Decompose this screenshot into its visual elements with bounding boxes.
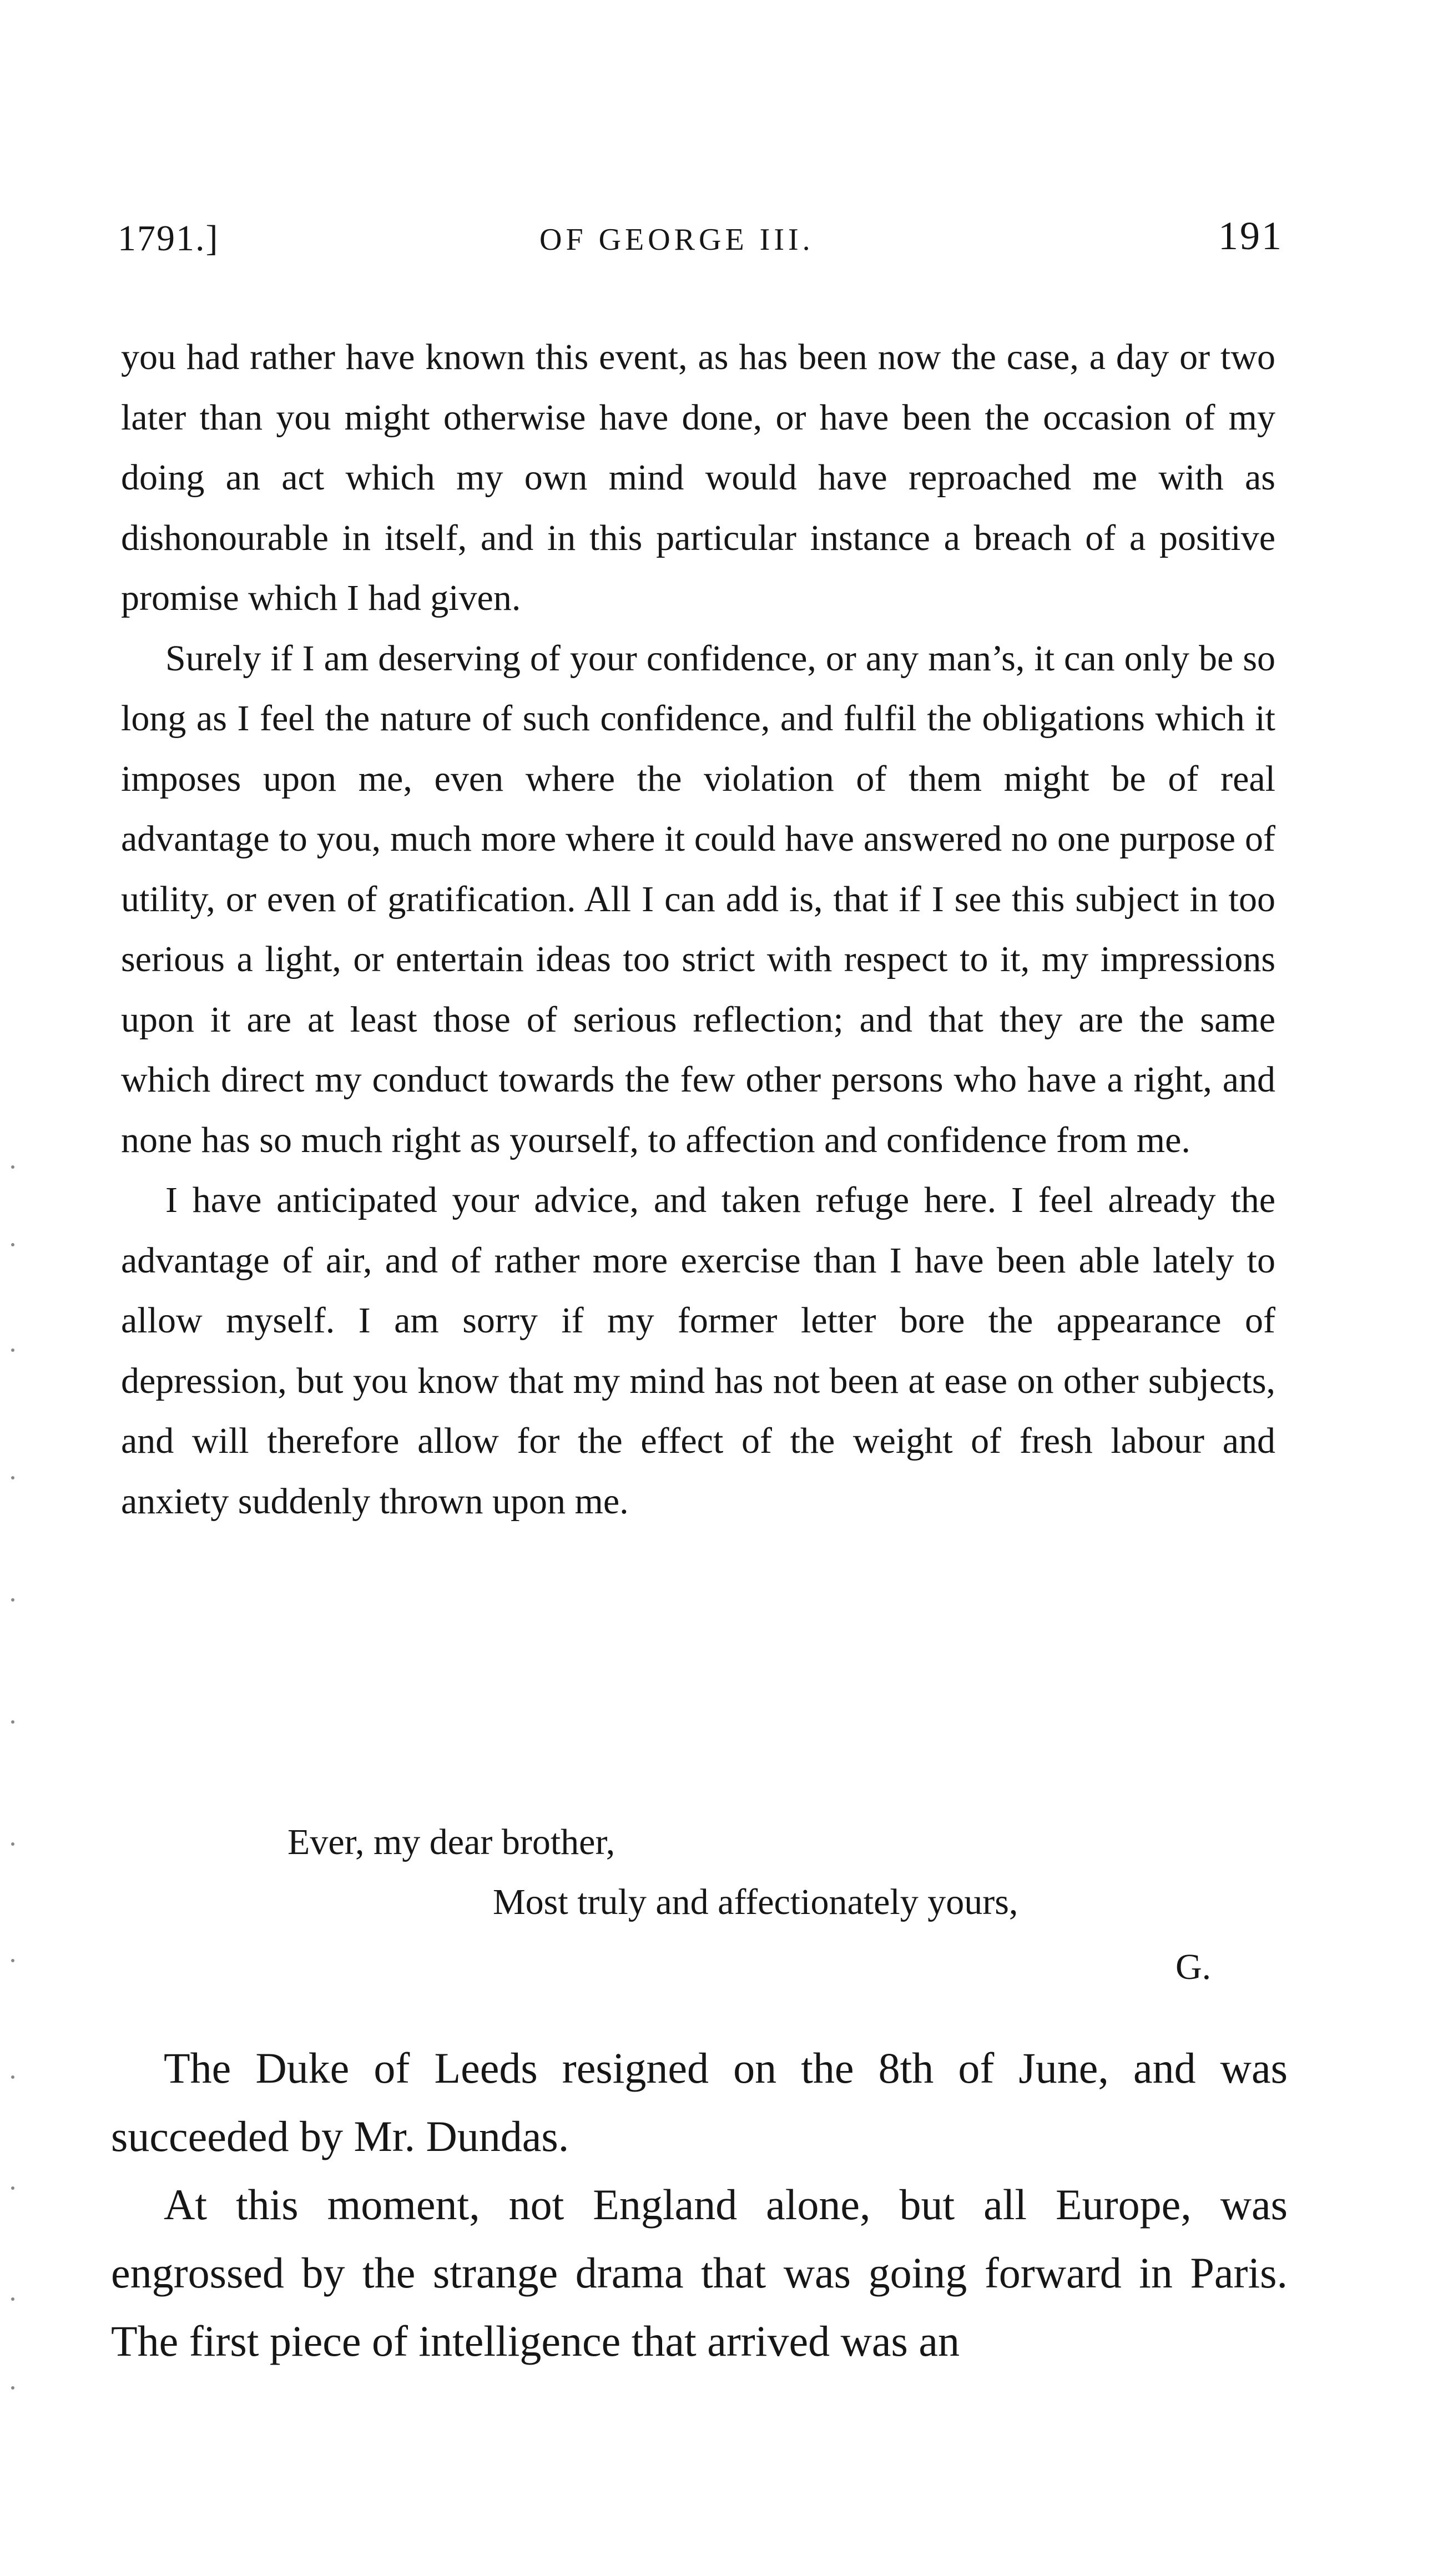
scan-speck xyxy=(11,1165,14,1169)
scan-speck xyxy=(11,1243,14,1246)
letter-paragraph: I have anticipated your advice, and taken refuge here. I feel already the advantage of air, and of rather more exercise than I have been able lately to allow myself. I am sorry if my former letter bore the appearance of depression, but you know that my mind has not been at ease on other subjects, and will therefore allow for the effect of the weight of fresh labour and anxiety suddenly thrown upon me. xyxy=(121,1180,1275,1522)
scan-speck xyxy=(11,2386,14,2390)
page-number: 191 xyxy=(1218,214,1283,258)
narrative-paragraph: The Duke of Leeds resigned on the 8th of June, and was succeeded by Mr. Dundas. xyxy=(111,2044,1288,2160)
scan-speck xyxy=(11,1598,14,1602)
closing-valediction: Most truly and affectionately yours, xyxy=(493,1882,1018,1922)
scan-speck xyxy=(11,2075,14,2079)
scan-speck xyxy=(11,1348,14,1352)
scan-speck xyxy=(11,1842,14,1846)
scan-speck xyxy=(11,2297,14,2301)
narrative-body xyxy=(111,2034,1288,2375)
header-year: 1791.] xyxy=(118,218,219,259)
scan-speck xyxy=(11,1720,14,1724)
scan-margin-marks xyxy=(8,1165,30,2442)
letter-paragraph: you had rather have known this event, as has been now the case, a day or two later than you might otherwise have done, or have been the occasion of my doing an act which my own mind would have reproached me with as dishonourable in itself, and in this particular instance a breach of a positive promise which I had given. xyxy=(121,337,1275,618)
letter-paragraph: Surely if I am deserving of your confidence, or any man’s, it can only be so long as I feel the nature of such confidence, and fulfil the obligations which it imposes upon me, even where the violation of them might be of real advantage to you, much more where it could have answered no one purpose of utility, or even of gratification. All I can add is, that if I see this subject in too serious a light, or entertain ideas too strict with respect to it, my impressions upon it are at least those of serious reflection; and that they are the same which direct my conduct towards the few other persons who have a right, and none has so much right as yourself, to affection and confidence from me. xyxy=(121,638,1275,1160)
closing-signature: G. xyxy=(1175,1947,1212,1987)
narrative-paragraph: At this moment, not England alone, but all Europe, was engrossed by the strange drama that was going forward in Paris. The first piece of intelligence that arrived was an xyxy=(111,2180,1288,2365)
running-title: OF GEORGE III. xyxy=(539,223,814,257)
closing-salutation: Ever, my dear brother, xyxy=(287,1822,615,1862)
scan-speck xyxy=(11,1959,14,1962)
scan-speck xyxy=(11,1476,14,1479)
letter-body xyxy=(121,327,1275,1532)
scan-speck xyxy=(11,2186,14,2190)
page-header xyxy=(118,214,1283,273)
